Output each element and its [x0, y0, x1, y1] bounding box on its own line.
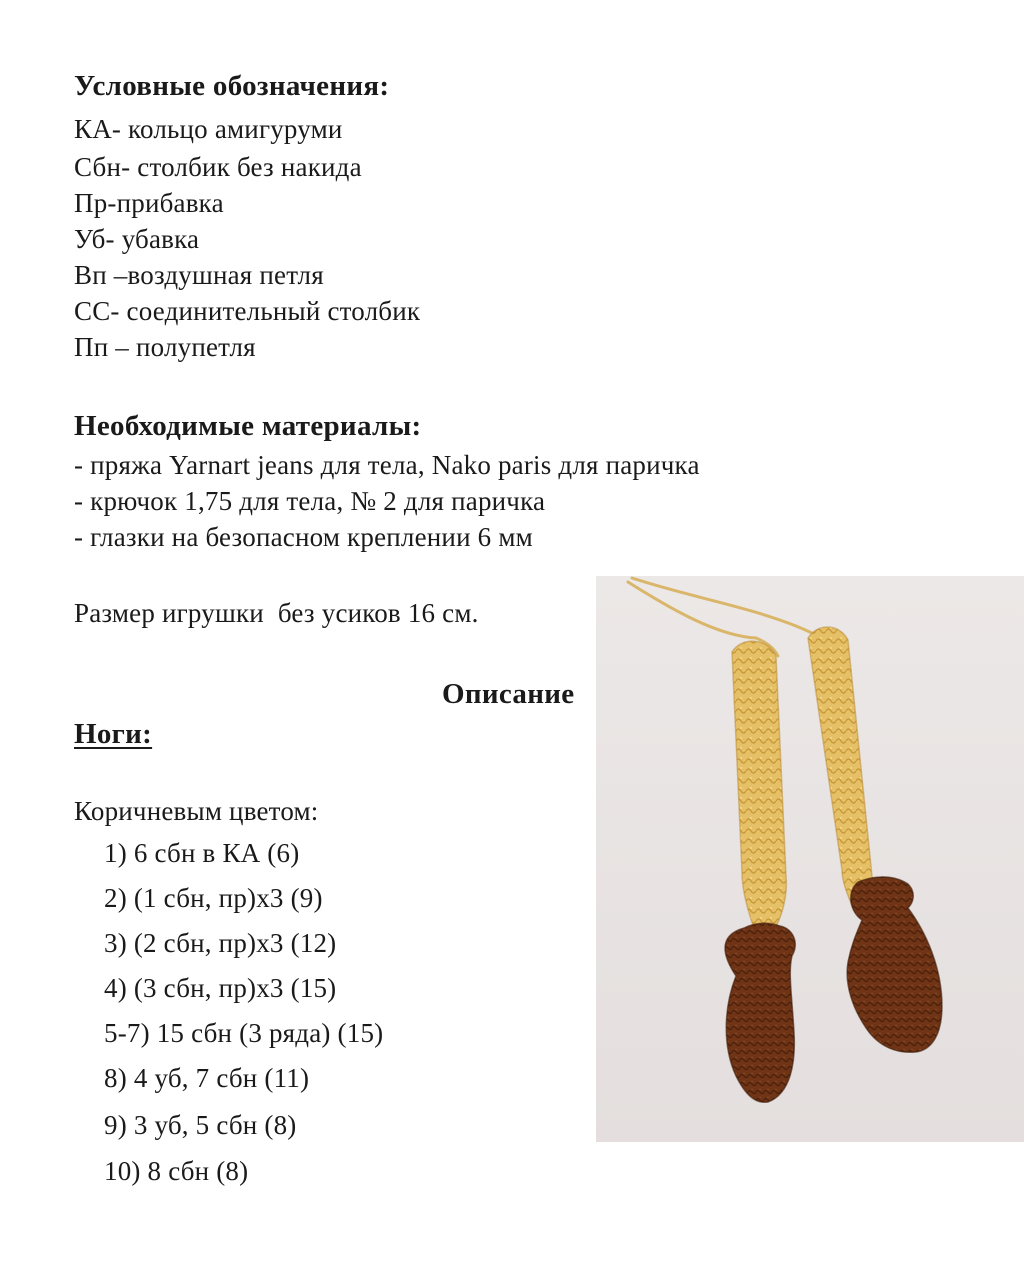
crocheted-legs-illustration	[596, 576, 1024, 1142]
description-title: Описание	[442, 678, 575, 710]
legend-item-ub: Уб- убавка	[74, 224, 200, 254]
materials-item-hook: - крючок 1,75 для тела, № 2 для паричка	[74, 486, 546, 516]
legend-title: Условные обозначения:	[74, 70, 390, 102]
legend-item-ka: КА- кольцо амигуруми	[74, 114, 343, 144]
legs-title: Ноги:	[74, 718, 153, 750]
legs-row-4: 4) (3 сбн, пр)х3 (15)	[104, 973, 337, 1003]
legend-item-ss: СС- соединительный столбик	[74, 296, 421, 326]
legend-item-pr: Пр-прибавка	[74, 188, 224, 218]
legs-row-2: 2) (1 сбн, пр)х3 (9)	[104, 883, 323, 913]
size-note: Размер игрушки без усиков 16 см.	[74, 598, 479, 628]
legs-row-1: 1) 6 сбн в КА (6)	[104, 838, 300, 868]
photo-background	[596, 576, 1024, 1142]
legs-row-10: 10) 8 сбн (8)	[104, 1156, 249, 1186]
legs-color-note: Коричневым цветом:	[74, 796, 319, 826]
legend-item-vp: Вп –воздушная петля	[74, 260, 324, 290]
legs-row-9: 9) 3 уб, 5 сбн (8)	[104, 1110, 297, 1140]
legs-row-5-7: 5-7) 15 сбн (3 ряда) (15)	[104, 1018, 384, 1048]
materials-title: Необходимые материалы:	[74, 410, 422, 442]
legend-item-sbn: Сбн- столбик без накида	[74, 152, 362, 182]
legend-item-pp: Пп – полупетля	[74, 332, 256, 362]
crocheted-legs-photo	[596, 576, 1024, 1142]
materials-item-eyes: - глазки на безопасном креплении 6 мм	[74, 522, 533, 552]
legs-row-8: 8) 4 уб, 7 сбн (11)	[104, 1063, 310, 1093]
materials-item-yarn: - пряжа Yarnart jeans для тела, Nako paris для паричка	[74, 450, 700, 480]
legs-row-3: 3) (2 сбн, пр)х3 (12)	[104, 928, 337, 958]
